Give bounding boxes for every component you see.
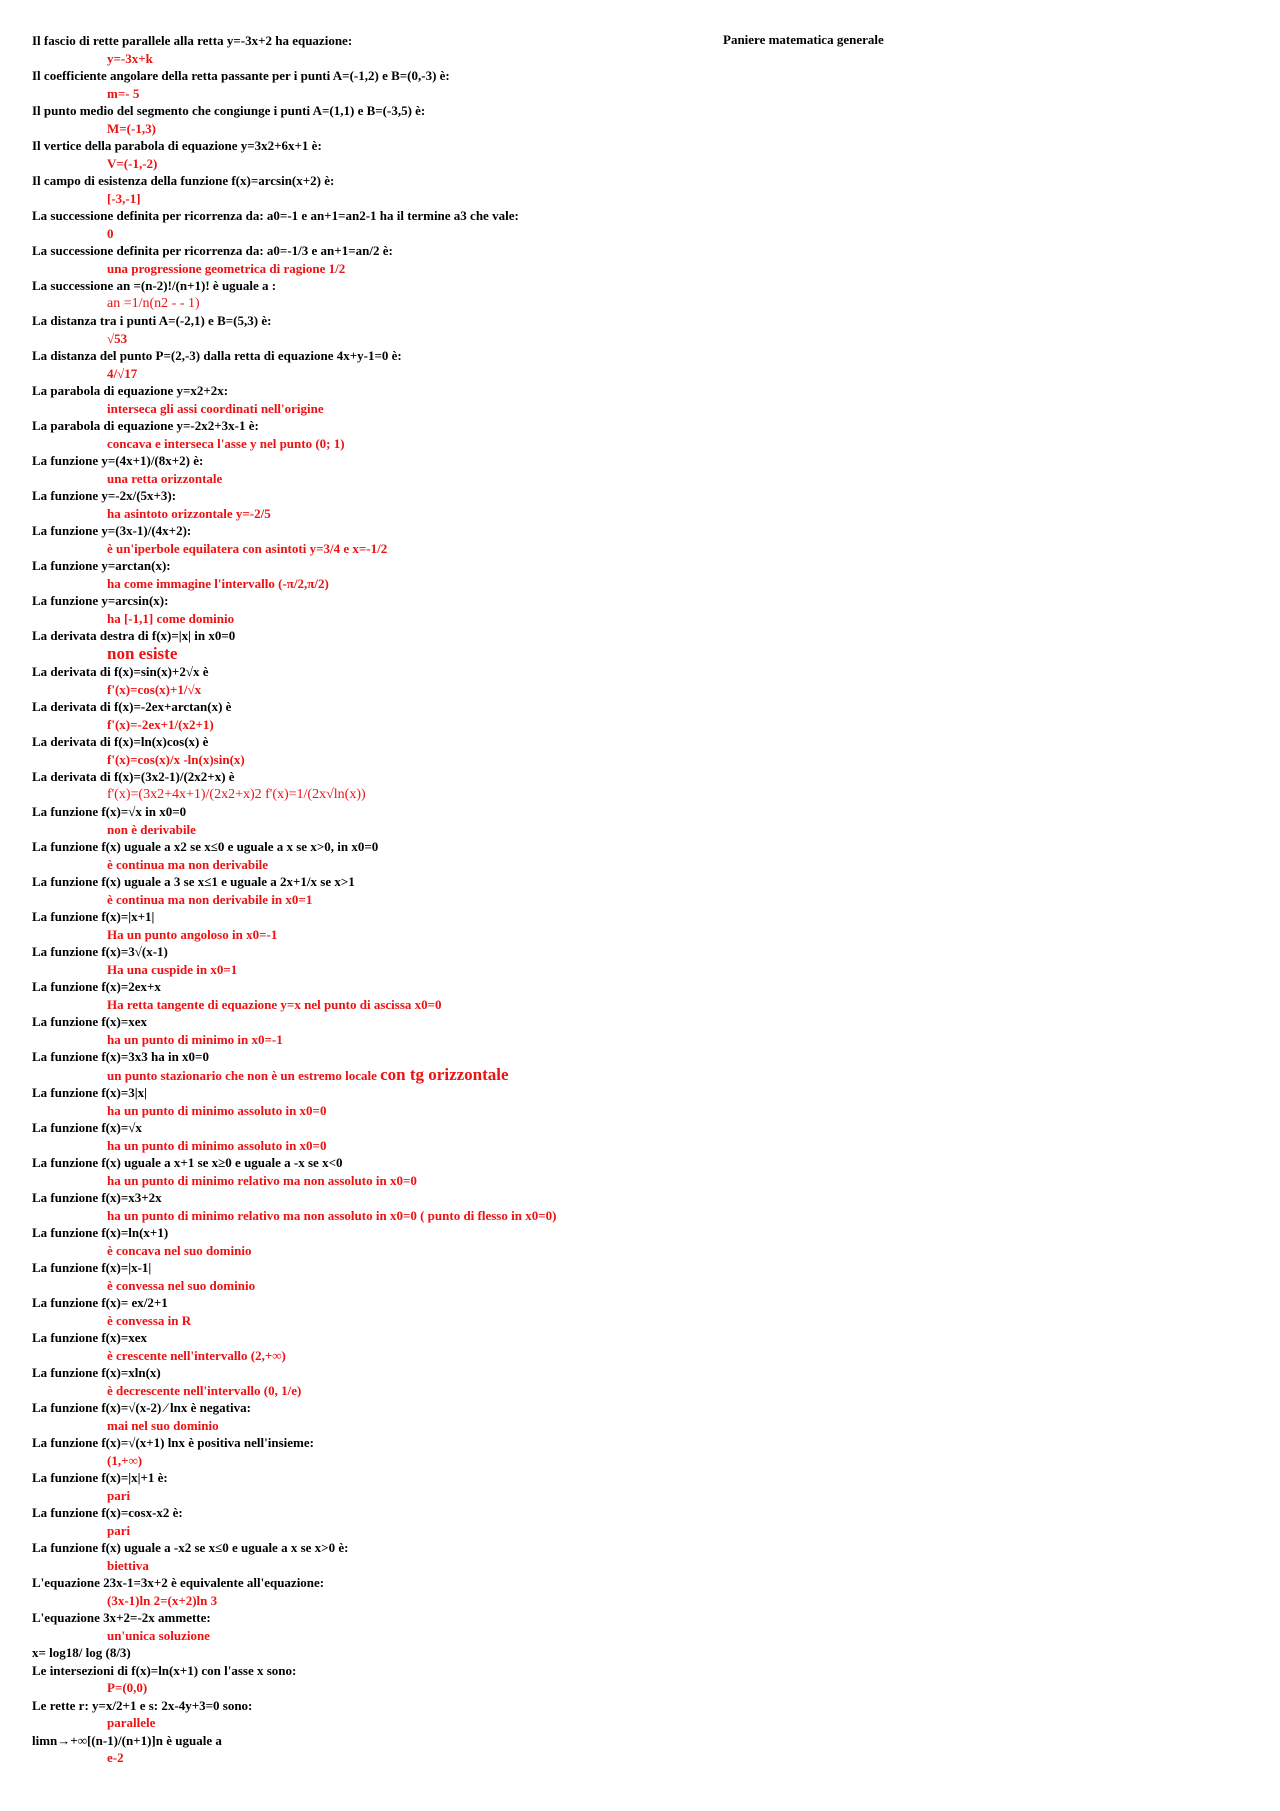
answer-text — [32, 786, 792, 804]
question-text: Le rette r: y=x/2+1 e s: 2x-4y+3=0 sono: — [32, 1697, 253, 1713]
answer-text — [32, 50, 792, 68]
answer-text — [32, 1207, 792, 1225]
question-text: La distanza tra i punti A=(-2,1) e B=(5,3) è: — [32, 313, 272, 328]
answer-text — [32, 120, 792, 138]
answer-text — [32, 1137, 792, 1155]
question-text: La funzione f(x)=√(x+1) lnx è positiva nell'insieme: — [32, 1435, 314, 1450]
answer-text — [32, 1487, 792, 1505]
answer-text — [32, 1714, 792, 1732]
answer-main: (3x-1)ln 2=(x+2)ln 3 — [107, 1592, 218, 1608]
question-text: La distanza del punto P=(2,-3) dalla retta di equazione 4x+y-1=0 è: — [32, 348, 402, 363]
answer-text — [32, 1172, 792, 1190]
answer-text — [32, 1557, 792, 1575]
answer-main: un punto stazionario che non è un estremo locale — [107, 1067, 377, 1083]
answer-main: f'(x)=-2ex+1/(x2+1) — [107, 716, 214, 732]
question-text: Il coefficiente angolare della retta passante per i punti A=(-1,2) e B=(0,-3) è: — [32, 68, 450, 83]
answer-text — [32, 505, 792, 523]
answer-text — [32, 540, 792, 558]
answer-main: √53 — [107, 330, 128, 346]
question-text: La successione an =(n-2)!/(n+1)! è uguale a : — [32, 278, 277, 293]
answer-extra: con tg orizzontale — [380, 1064, 509, 1084]
question-text: La funzione f(x) uguale a x2 se x≤0 e uguale a x se x>0, in x0=0 — [32, 839, 379, 854]
question-text: La derivata di f(x)=ln(x)cos(x) è — [32, 734, 209, 749]
question-text: La funzione f(x)=|x+1| — [32, 909, 155, 924]
answer-main: è concava nel suo dominio — [107, 1242, 252, 1258]
answer-main: è convessa in R — [107, 1312, 192, 1328]
question-text: La funzione f(x)=xex — [32, 1014, 148, 1029]
question-text: La funzione f(x)=cosx-x2 è: — [32, 1505, 183, 1520]
question-text: La funzione f(x)=√(x-2) ⁄ lnx è negativa: — [32, 1400, 251, 1415]
answer-text — [32, 1277, 792, 1295]
question-text: L'equazione 23x-1=3x+2 è equivalente all'equazione: — [32, 1575, 325, 1590]
answer-text — [32, 1382, 792, 1400]
answer-main: P=(0,0) — [107, 1680, 148, 1695]
question-text: La funzione y=-2x/(5x+3): — [32, 488, 177, 503]
answer-main: Ha retta tangente di equazione y=x nel punto di ascissa x0=0 — [107, 996, 442, 1012]
answer-main: f'(x)=cos(x)/x -ln(x)sin(x) — [107, 751, 245, 767]
answer-text — [32, 1102, 792, 1120]
answer-text — [32, 1312, 792, 1330]
answer-main: pari — [107, 1487, 131, 1503]
answer-text — [32, 926, 792, 944]
question-text: La funzione f(x)=3√(x-1) — [32, 944, 168, 959]
answer-main: è convessa nel suo dominio — [107, 1277, 256, 1293]
answer-main: ha un punto di minimo in x0=-1 — [107, 1031, 283, 1047]
question-text: Il campo di esistenza della funzione f(x)=arcsin(x+2) è: — [32, 173, 335, 188]
answer-text — [32, 1417, 792, 1435]
question-text: La funzione f(x)=2ex+x — [32, 979, 161, 994]
answer-main: ha un punto di minimo assoluto in x0=0 — [107, 1102, 327, 1118]
answer-text — [32, 435, 792, 453]
answer-text — [32, 681, 792, 699]
question-text: La derivata di f(x)=(3x2-1)/(2x2+x) è — [32, 769, 235, 784]
answer-main: mai nel suo dominio — [107, 1417, 219, 1433]
question-text: La funzione f(x) uguale a x+1 se x≥0 e uguale a -x se x<0 — [32, 1155, 343, 1170]
question-text: La funzione y=arcsin(x): — [32, 593, 169, 608]
qa-list — [32, 32, 792, 1767]
question-text: La funzione f(x)=√x in x0=0 — [32, 804, 187, 819]
question-text: limn→+∞[(n-1)/(n+1)]n è uguale a — [32, 1732, 222, 1748]
answer-main: una retta orizzontale — [107, 470, 223, 486]
answer-text — [32, 155, 792, 173]
answer-main: biettiva — [107, 1557, 149, 1573]
answer-main: an =1/n(n2 - - 1) — [107, 295, 200, 311]
answer-main: f'(x)=cos(x)+1/√x — [107, 681, 202, 697]
answer-text — [32, 961, 792, 979]
answer-main: concava e interseca l'asse y nel punto (0; 1) — [107, 435, 345, 451]
question-text: La funzione f(x)=|x-1| — [32, 1260, 152, 1275]
answer-text — [32, 716, 792, 734]
answer-text — [32, 645, 792, 664]
answer-text — [32, 1066, 792, 1085]
question-text: La derivata di f(x)=-2ex+arctan(x) è — [32, 699, 232, 714]
question-text: La derivata di f(x)=sin(x)+2√x è — [32, 664, 209, 679]
answer-main: ha [-1,1] come dominio — [107, 610, 235, 626]
question-text: La funzione f(x) uguale a 3 se x≤1 e uguale a 2x+1/x se x>1 — [32, 874, 355, 889]
answer-main: e-2 — [107, 1750, 124, 1765]
answer-text — [32, 190, 792, 208]
answer-text — [32, 610, 792, 628]
answer-text — [32, 1031, 792, 1049]
answer-main: [-3,-1] — [107, 190, 141, 206]
answer-main: non è derivabile — [107, 821, 196, 837]
answer-text — [32, 225, 792, 243]
question-text: La funzione f(x)=3x3 ha in x0=0 — [32, 1049, 209, 1064]
answer-main: è crescente nell'intervallo (2,+∞) — [107, 1347, 286, 1363]
question-text: Il fascio di rette parallele alla retta y=-3x+2 ha equazione: — [32, 33, 353, 48]
answer-main: pari — [107, 1522, 131, 1538]
answer-main: ha un punto di minimo relativo ma non assoluto in x0=0 ( punto di flesso in x0=0) — [107, 1207, 557, 1223]
answer-main: (1,+∞) — [107, 1452, 143, 1468]
answer-text — [32, 1627, 792, 1645]
answer-text — [32, 1592, 792, 1610]
answer-text — [32, 996, 792, 1014]
question-text: La funzione y=(4x+1)/(8x+2) è: — [32, 453, 204, 468]
answer-main: ha come immagine l'intervallo (-π/2,π/2) — [107, 575, 329, 591]
answer-text — [32, 751, 792, 769]
answer-text — [32, 1452, 792, 1470]
answer-main: f'(x)=(3x2+4x+1)/(2x2+x)2 f'(x)=1/(2x√ln(x)) — [107, 786, 366, 802]
answer-text — [32, 821, 792, 839]
answer-text — [32, 295, 792, 313]
answer-main: ha un punto di minimo assoluto in x0=0 — [107, 1137, 327, 1153]
question-text: La funzione f(x)=3|x| — [32, 1085, 147, 1100]
answer-text — [32, 1242, 792, 1260]
answer-main: Ha un punto angoloso in x0=-1 — [107, 926, 278, 942]
answer-main: m=- 5 — [107, 85, 140, 101]
question-text: La funzione f(x)=xex — [32, 1330, 148, 1345]
question-text: La funzione f(x) uguale a -x2 se x≤0 e uguale a x se x>0 è: — [32, 1540, 349, 1555]
answer-main: Ha una cuspide in x0=1 — [107, 961, 238, 977]
answer-main: una progressione geometrica di ragione 1/2 — [107, 260, 346, 276]
answer-text — [32, 260, 792, 278]
answer-text — [32, 1347, 792, 1365]
question-text: L'equazione 3x+2=-2x ammette: — [32, 1610, 211, 1625]
answer-text — [32, 891, 792, 909]
question-text: x= log18/ log (8/3) — [32, 1645, 131, 1660]
answer-main: è decrescente nell'intervallo (0, 1/e) — [107, 1382, 302, 1398]
answer-main: 0 — [107, 225, 114, 241]
question-text: Le intersezioni di f(x)=ln(x+1) con l'asse x sono: — [32, 1662, 297, 1678]
question-text: La parabola di equazione y=x2+2x: — [32, 383, 229, 398]
question-text: La funzione f(x)=x3+2x — [32, 1190, 162, 1205]
answer-main: parallele — [107, 1715, 156, 1730]
answer-main: interseca gli assi coordinati nell'origine — [107, 400, 324, 416]
page-header-title: Paniere matematica generale — [723, 32, 884, 47]
answer-text — [32, 330, 792, 348]
answer-text — [32, 575, 792, 593]
answer-main: è un'iperbole equilatera con asintoti y=3/4 e x=-1/2 — [107, 540, 388, 556]
answer-text — [32, 400, 792, 418]
answer-main: è continua ma non derivabile in x0=1 — [107, 891, 313, 907]
question-text: La funzione f(x)=√x — [32, 1120, 142, 1135]
answer-text — [32, 1679, 792, 1697]
question-text: Il vertice della parabola di equazione y=3x2+6x+1 è: — [32, 138, 322, 153]
question-text: La funzione f(x)=|x|+1 è: — [32, 1470, 168, 1485]
answer-text — [32, 365, 792, 383]
answer-text — [32, 470, 792, 488]
answer-text — [32, 1522, 792, 1540]
answer-main: non esiste — [107, 643, 178, 663]
answer-main: y=-3x+k — [107, 50, 153, 66]
answer-main: ha un punto di minimo relativo ma non assoluto in x0=0 — [107, 1172, 417, 1188]
answer-main: V=(-1,-2) — [107, 155, 158, 171]
answer-main: M=(-1,3) — [107, 120, 156, 136]
question-text: Il punto medio del segmento che congiunge i punti A=(1,1) e B=(-3,5) è: — [32, 103, 426, 118]
question-text: La funzione y=(3x-1)/(4x+2): — [32, 523, 192, 538]
answer-text — [32, 856, 792, 874]
question-text: La funzione f(x)=xln(x) — [32, 1365, 161, 1380]
question-text: La successione definita per ricorrenza da: a0=-1 e an+1=an2-1 ha il termine a3 che vale: — [32, 208, 519, 223]
question-text: La successione definita per ricorrenza da: a0=-1/3 e an+1=an/2 è: — [32, 243, 393, 258]
question-text: La funzione f(x)=ln(x+1) — [32, 1225, 169, 1240]
question-text: La parabola di equazione y=-2x2+3x-1 è: — [32, 418, 259, 433]
answer-main: 4/√17 — [107, 365, 138, 381]
question-text: La funzione y=arctan(x): — [32, 558, 171, 573]
answer-main: è continua ma non derivabile — [107, 856, 269, 872]
question-text: La funzione f(x)= ex/2+1 — [32, 1295, 168, 1310]
answer-main: ha asintoto orizzontale y=-2/5 — [107, 505, 271, 521]
answer-text — [32, 85, 792, 103]
answer-text — [32, 1749, 792, 1767]
question-text: La derivata destra di f(x)=|x| in x0=0 — [32, 628, 236, 643]
answer-main: un'unica soluzione — [107, 1627, 210, 1643]
